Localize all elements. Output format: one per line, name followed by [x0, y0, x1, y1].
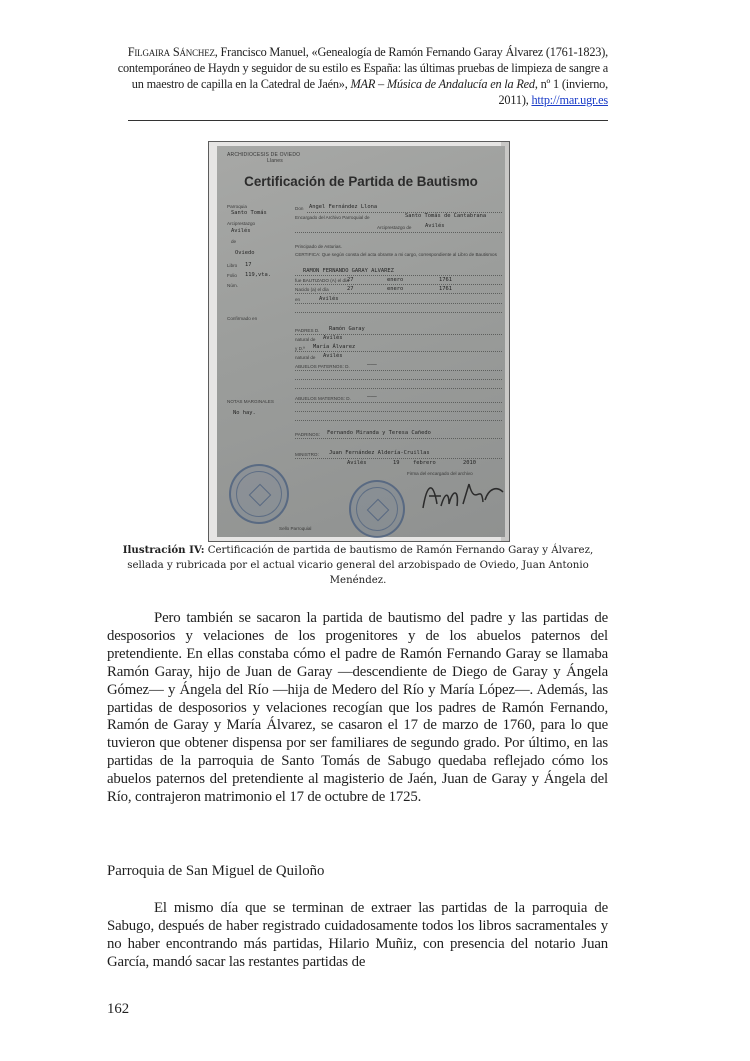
field-ministro: Juan Fernández Aldería-Cruillas [329, 450, 430, 456]
label-parroquia: Parroquia [227, 204, 247, 209]
field-don: Angel Fernández Llona [309, 204, 378, 210]
label-abuelos-maternos: ABUELOS MATERNOS: D. [295, 396, 351, 401]
field-padre: Ramón Garay [329, 326, 365, 332]
page-number: 162 [107, 1001, 130, 1017]
label-encargado: Encargado del Archivo Parroquial de [295, 215, 370, 220]
field-fecha-dia: 19 [393, 460, 400, 466]
label-padres: PADRES D. [295, 328, 320, 333]
certificate-sheet [217, 146, 505, 537]
field-madre-natural: Avilés [323, 353, 343, 359]
label-padrinos: PADRINOS: [295, 432, 320, 437]
field-bautizado-dia: 27 [347, 277, 354, 283]
field-libro: 17 [245, 262, 252, 268]
header-journal: MAR – Música de Andalucía en la Red [350, 77, 535, 91]
certificate-archive-sub: Llanes [267, 158, 283, 164]
label-firma: Firma del encargado del archivo [407, 471, 473, 476]
signature-icon [419, 478, 507, 514]
section-heading: Parroquia de San Miguel de Quiloño [107, 863, 325, 879]
label-principado: Principado de Asturias. [295, 244, 342, 249]
field-notas: No hay. [233, 410, 256, 416]
label-folio: Folio [227, 273, 237, 278]
figure-caption [116, 543, 600, 588]
label-bautizado: fue BAUTIZADO (A) el día [295, 278, 349, 283]
field-nacido-mes: enero [387, 286, 404, 292]
field-archivo-de: Santo Tomás de Cantabrana [405, 213, 487, 219]
header-url-link[interactable]: http://mar.ugr.es [531, 93, 608, 107]
field-fecha-ano: 2010 [463, 460, 476, 466]
label-confirmado: Confirmado en [227, 316, 258, 321]
label-arciprestazgo-de: Arciprestazgo de [377, 225, 412, 230]
field-bautizado-mes: enero [387, 277, 404, 283]
field-fecha-ciudad: Avilés [347, 460, 367, 466]
field-lugar: Avilés [319, 296, 339, 302]
certificate-archive [227, 152, 300, 164]
parish-seal [229, 464, 289, 524]
field-diocesis: Oviedo [235, 250, 255, 256]
label-diocesis: de [231, 239, 237, 244]
paragraph-1: Pero también se sacaron la partida de bautismo del padre y las partidas de desposorios y velaciones de los progenitores y de los abuelos paternos del pretendiente. En ellas constaba cómo el padre de Ramón Fernando Garay se llamaba Ramón Garay, hijo de Juan de Garay —descendiente de Diego de Garay y Ángela Gómez— y Ángela del Río —hija de Medero del Río y María López—. Además, las partidas de desposorios y velaciones recogían que los padres de Ramón Fernando, Ramón de Garay y María Álvarez, se casaron el 17 de marzo de 1760, para lo que tuvieron que obtener dispensa por ser familiares de segundo grado. Por último, en las partidas de la parroquia de Santo Tomás de Sabugo quedaba reflejado cómo los abuelos paternos del pretendiente al magisterio de Jaén, Juan de Garay y Ángela del Río, contrajeron matrimonio el 17 de octubre de 1725. [107, 610, 608, 806]
certificate-title: Certificación de Partida de Bautismo [244, 174, 478, 189]
field-nacido-ano: 1761 [439, 286, 452, 292]
header-author: Filgaira Sánchez [127, 45, 215, 59]
label-sello: Sello Parroquial [279, 526, 312, 531]
field-abuelos-maternos: ——— [367, 394, 377, 400]
field-fecha-mes: febrero [413, 460, 436, 466]
field-abuelos-paternos: ——— [367, 362, 377, 368]
header-issue: , nº 1 (invierno, 2011), [498, 77, 608, 107]
archdiocese-seal [349, 480, 405, 538]
label-abuelos-paternos: ABUELOS PATERNOS: D. [295, 364, 350, 369]
label-num: Núm. [227, 283, 238, 288]
label-don: Don [295, 206, 304, 211]
label-nacido: Nacido (a) el día [295, 287, 329, 292]
header-rule [128, 120, 608, 121]
caption-label: Ilustración IV: [122, 544, 205, 556]
field-arciprestazgo-left: Avilés [231, 228, 251, 234]
label-notas: NOTAS MARGINALES [227, 399, 274, 404]
label-y-d: y D.ª [295, 346, 305, 351]
label-libro: Libro [227, 263, 238, 268]
baptism-certificate-photo [208, 141, 510, 542]
label-certifica: CERTIFICA: Que según consta del acta obrante a mi cargo, correspondiente al Libro de Bautismos [295, 252, 497, 257]
label-ministro: MINISTRO: [295, 452, 319, 457]
field-padre-natural: Avilés [323, 335, 343, 341]
field-madre: María Álvarez [313, 344, 356, 350]
field-nombre: RAMON FERNANDO GARAY ALVAREZ [303, 268, 394, 274]
label-en: en [295, 297, 301, 302]
header-citation: , Francisco Manuel, «Genealogía de Ramón Fernando Garay Álvarez (1761-1823), contemporáneo de Haydn y seguidor de su estilo es España: las últimas pruebas de limpieza de sangre a un maestro de capilla en la Catedral de Jaén», [117, 45, 608, 91]
running-header [108, 44, 608, 108]
field-nacido-dia: 27 [347, 286, 354, 292]
field-bautizado-ano: 1761 [439, 277, 452, 283]
field-folio: 119,vta. [245, 272, 271, 278]
field-parroquia: Santo Tomás [231, 210, 267, 216]
field-arciprestazgo: Avilés [425, 223, 445, 229]
label-natural-madre: natural de [295, 355, 316, 360]
field-padrinos: Fernando Miranda y Teresa Cañedo [327, 430, 431, 436]
label-arciprestazgo: Arciprestazgo [227, 221, 256, 226]
paragraph-2: El mismo día que se terminan de extraer las partidas de la parroquia de Sabugo, después de haber registrado cuidadosamente todos los libros sacramentales y no haber encontrando más partidas, Hilario Muñiz, con presencia del notario Juan García, mandó sacar las restantes partidas de [107, 900, 608, 970]
caption-text: Certificación de partida de bautismo de Ramón Fernando Garay y Álvarez, sellada y rubricada por el actual vicario general del arzobispado de Oviedo, Juan Antonio Menéndez. [127, 545, 594, 586]
certificate-archive-name: ARCHIDIOCESIS DE OVIEDO [227, 152, 301, 158]
label-natural-padre: natural de [295, 337, 316, 342]
